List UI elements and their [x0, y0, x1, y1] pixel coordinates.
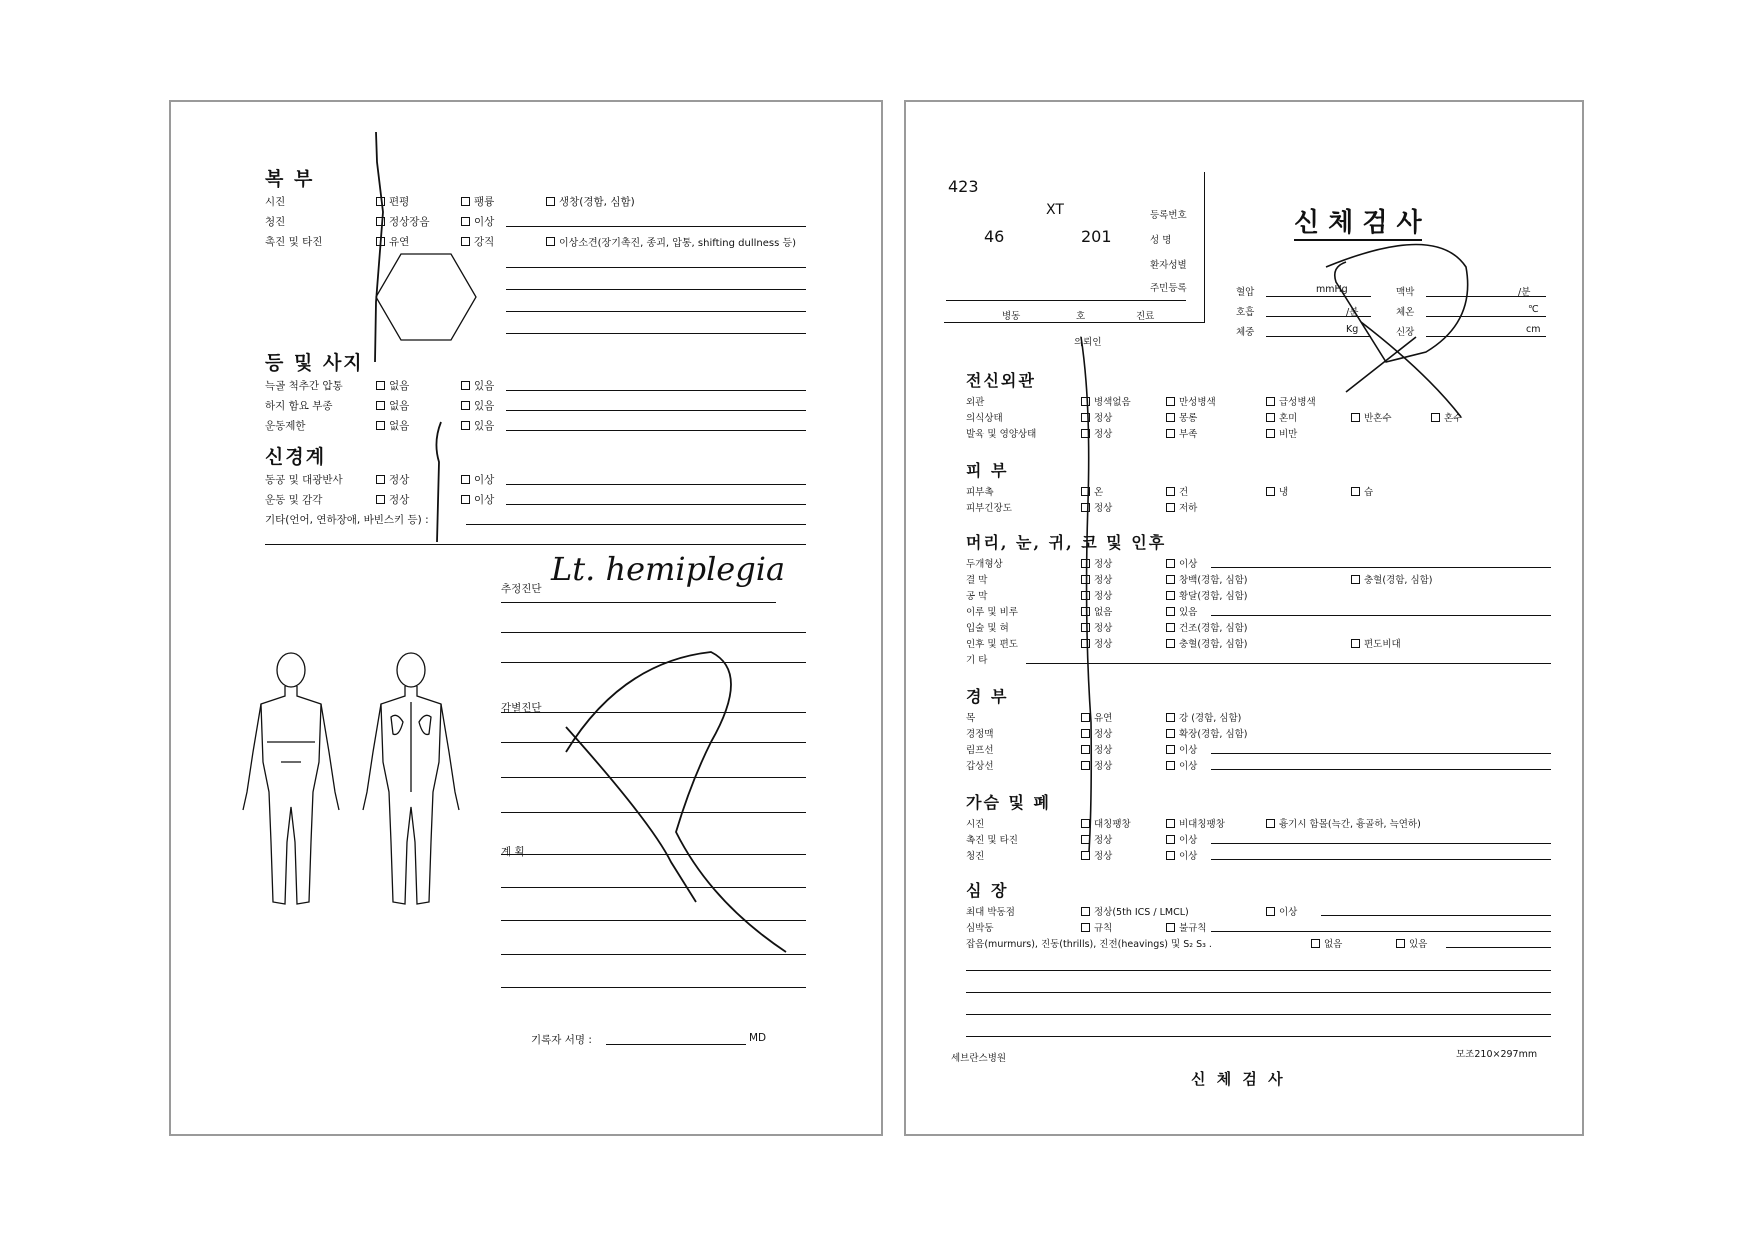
row-label: 외관	[966, 397, 985, 408]
row-label: 인후 및 편도	[966, 639, 1018, 650]
row-label: 의식상태	[966, 413, 1003, 424]
checkbox-icon	[376, 421, 385, 430]
checkbox-icon	[1081, 923, 1090, 932]
checkbox-icon	[1166, 413, 1175, 422]
option[interactable]: 충혈(경함, 심함)	[1166, 636, 1248, 650]
row-label: 동공 및 대광반사	[265, 474, 343, 486]
stamp-label: 주민등록	[1150, 283, 1187, 294]
checkbox-icon	[1166, 575, 1175, 584]
vital-unit: /분	[1346, 307, 1359, 318]
option[interactable]: 정상	[1081, 742, 1112, 756]
row-label: 이루 및 비루	[966, 607, 1018, 618]
option[interactable]: 정상	[1081, 500, 1112, 514]
option[interactable]: 정상	[1081, 426, 1112, 440]
option[interactable]: 혼수	[1431, 410, 1462, 424]
abdomen-title: 복 부	[265, 168, 315, 190]
option[interactable]: 강직	[461, 234, 494, 249]
chest-title: 가슴 및 폐	[966, 793, 1051, 812]
paper-size: 모조210×297mm	[1456, 1049, 1538, 1060]
checkbox-icon	[461, 217, 470, 226]
checkbox-icon	[1166, 639, 1175, 648]
row-label: 발육 및 영양상태	[966, 429, 1037, 440]
stamp-label: 성 명	[1150, 235, 1172, 246]
row-label: 피부촉	[966, 487, 994, 498]
option[interactable]: 강 (경함, 심함)	[1166, 710, 1241, 724]
option[interactable]: 정상	[1081, 572, 1112, 586]
option[interactable]: 이상소견(장기촉진, 종괴, 압통, shifting dullness 등)	[546, 234, 796, 249]
option[interactable]: 있음	[1396, 936, 1427, 950]
option[interactable]: 편도비대	[1351, 636, 1401, 650]
option[interactable]: 정상	[376, 492, 409, 507]
option[interactable]: 정상	[1081, 410, 1112, 424]
vital-unit: Kg	[1346, 324, 1359, 335]
option[interactable]: 정상	[1081, 588, 1112, 602]
row-label: 청진	[966, 851, 985, 862]
checkbox-icon	[461, 475, 470, 484]
murmur-label: 잡음(murmurs), 진동(thrills), 진전(heavings) 및 S₂ S₃ .	[966, 939, 1212, 950]
option[interactable]: 유연	[1081, 710, 1112, 724]
checkbox-icon	[1166, 923, 1175, 932]
checkbox-icon	[1266, 413, 1275, 422]
row-label: 늑골 척추간 압통	[265, 380, 343, 392]
checkbox-icon	[1081, 907, 1090, 916]
checkbox-icon	[1166, 623, 1175, 632]
stamp-number: 423	[948, 177, 979, 196]
checkbox-icon	[1266, 397, 1275, 406]
checkbox-icon	[1351, 639, 1360, 648]
body-diagram	[241, 642, 471, 912]
row-label: 운동제한	[265, 420, 306, 432]
left-page	[169, 100, 883, 1136]
option[interactable]: 습	[1351, 484, 1373, 498]
option[interactable]: 정상장음	[376, 214, 430, 229]
option[interactable]: 정상	[1081, 848, 1112, 862]
neuro-other-label: 기타(언어, 연하장애, 바빈스키 등) :	[265, 514, 429, 526]
row-label: 입술 및 혀	[966, 623, 1009, 634]
option[interactable]: 없음	[376, 378, 409, 393]
checkbox-icon	[1081, 429, 1090, 438]
checkbox-icon	[1081, 487, 1090, 496]
checkbox-icon	[1166, 819, 1175, 828]
checkbox-icon	[1081, 819, 1090, 828]
checkbox-icon	[1166, 591, 1175, 600]
hospital-name: 세브란스병원	[951, 1053, 1007, 1064]
checkbox-icon	[376, 217, 385, 226]
checkbox-icon	[376, 475, 385, 484]
option[interactable]: 이상	[1266, 904, 1297, 918]
row-label: 갑상선	[966, 761, 994, 772]
signature-suffix: MD	[749, 1032, 767, 1044]
option[interactable]: 부족	[1166, 426, 1197, 440]
vital-unit: ℃	[1528, 304, 1539, 315]
checkbox-icon	[1166, 487, 1175, 496]
option[interactable]: 냉	[1266, 484, 1288, 498]
vital-unit: /분	[1518, 287, 1531, 298]
option[interactable]: 흉기시 함몰(늑간, 흉골하, 늑연하)	[1266, 816, 1421, 830]
vital-label: 혈압	[1236, 287, 1255, 298]
skin-title: 피 부	[966, 461, 1009, 480]
option[interactable]: 비대칭팽창	[1166, 816, 1225, 830]
presumptive-dx-label: 추정진단	[501, 583, 542, 595]
option[interactable]: 이상	[1166, 832, 1197, 846]
neuro-title: 신경계	[265, 446, 327, 468]
checkbox-icon	[1166, 559, 1175, 568]
checkbox-icon	[1166, 729, 1175, 738]
vital-label: 체중	[1236, 327, 1255, 338]
row-label: 기 타	[966, 655, 988, 666]
checkbox-icon	[1266, 819, 1275, 828]
option[interactable]: 급성병색	[1266, 394, 1316, 408]
checkbox-icon	[1166, 745, 1175, 754]
heart-title: 심 장	[966, 881, 1009, 900]
checkbox-icon	[1431, 413, 1440, 422]
row-label: 촉진 및 타진	[265, 236, 323, 248]
option[interactable]: 창백(경함, 심함)	[1166, 572, 1248, 586]
checkbox-icon	[461, 381, 470, 390]
option[interactable]: 몽롱	[1166, 410, 1197, 424]
option[interactable]: 규칙	[1081, 920, 1112, 934]
checkbox-icon	[1166, 503, 1175, 512]
option[interactable]: 정상	[1081, 726, 1112, 740]
option[interactable]: 황달(경함, 심함)	[1166, 588, 1248, 602]
option[interactable]: 불규칙	[1166, 920, 1207, 934]
checkbox-icon	[1166, 429, 1175, 438]
option[interactable]: 이상	[1166, 758, 1197, 772]
row-label: 경정맥	[966, 729, 994, 740]
option[interactable]: 있음	[1166, 604, 1197, 618]
checkbox-icon	[461, 495, 470, 504]
checkbox-icon	[1081, 761, 1090, 770]
heent-title: 머리, 눈, 귀, 코 및 인후	[966, 533, 1167, 552]
row-label: 하지 함요 부종	[265, 400, 333, 412]
row-label: 촉진 및 타진	[966, 835, 1018, 846]
option[interactable]: 정상	[376, 472, 409, 487]
option[interactable]: 만성병색	[1166, 394, 1216, 408]
checkbox-icon	[376, 381, 385, 390]
option[interactable]: 이상	[1166, 848, 1197, 862]
stamp-label: 의뢰인	[1074, 337, 1102, 348]
option[interactable]: 정상	[1081, 636, 1112, 650]
option[interactable]: 대칭팽창	[1081, 816, 1131, 830]
checkbox-icon	[1311, 939, 1320, 948]
checkbox-icon	[1081, 729, 1090, 738]
checkbox-icon	[1266, 429, 1275, 438]
option[interactable]: 건	[1166, 484, 1188, 498]
checkbox-icon	[1081, 413, 1090, 422]
checkbox-icon	[1081, 591, 1090, 600]
option[interactable]: 이상	[461, 492, 494, 507]
checkbox-icon	[1081, 623, 1090, 632]
option[interactable]: 확장(경함, 심함)	[1166, 726, 1248, 740]
checkbox-icon	[376, 197, 385, 206]
checkbox-icon	[1166, 851, 1175, 860]
row-label: 시진	[966, 819, 985, 830]
option[interactable]: 생창(경함, 심함)	[546, 194, 635, 209]
option[interactable]: 편평	[376, 194, 409, 209]
option[interactable]: 비만	[1266, 426, 1297, 440]
vital-label: 신장	[1396, 327, 1415, 338]
checkbox-icon	[1166, 397, 1175, 406]
handwritten-diagnosis: Lt. hemiplegia	[551, 550, 786, 588]
checkbox-icon	[1166, 713, 1175, 722]
checkbox-icon	[1266, 487, 1275, 496]
checkbox-icon	[376, 495, 385, 504]
row-label: 청진	[265, 216, 286, 228]
option[interactable]: 혼미	[1266, 410, 1297, 424]
checkbox-icon	[1166, 607, 1175, 616]
checkbox-icon	[1081, 835, 1090, 844]
option[interactable]: 이상	[1166, 556, 1197, 570]
option[interactable]: 반혼수	[1351, 410, 1392, 424]
row-label: 최대 박동점	[966, 907, 1015, 918]
option[interactable]: 건조(경함, 심함)	[1166, 620, 1248, 634]
checkbox-icon	[1396, 939, 1405, 948]
checkbox-icon	[461, 421, 470, 430]
option[interactable]: 온	[1081, 484, 1103, 498]
option[interactable]: 병색없음	[1081, 394, 1131, 408]
row-label: 목	[966, 713, 976, 724]
stamp-label: 환자성별	[1150, 260, 1187, 271]
stamp-room: 201	[1081, 227, 1112, 246]
option[interactable]: 정상	[1081, 758, 1112, 772]
plan-label: 계 획	[501, 846, 525, 858]
option[interactable]: 유연	[376, 234, 409, 249]
neck-title: 경 부	[966, 687, 1009, 706]
form-title: 신 체 검 사	[1294, 202, 1422, 241]
stamp-label: 호	[1076, 311, 1086, 322]
checkbox-icon	[461, 401, 470, 410]
stamp-code: XT	[1046, 202, 1064, 218]
right-page	[904, 100, 1584, 1136]
vital-unit: mmHg	[1316, 284, 1348, 295]
option[interactable]: 없음	[376, 418, 409, 433]
row-label: 결 막	[966, 575, 988, 586]
option[interactable]: 정상	[1081, 556, 1112, 570]
checkbox-icon	[1266, 907, 1275, 916]
handwritten-strokes	[171, 102, 885, 1138]
vital-unit: cm	[1526, 324, 1541, 335]
stamp-label: 등록번호	[1150, 210, 1187, 221]
vital-label: 맥박	[1396, 287, 1415, 298]
row-label: 림프선	[966, 745, 994, 756]
option[interactable]: 정상	[1081, 620, 1112, 634]
option[interactable]: 이상	[1166, 742, 1197, 756]
checkbox-icon	[1081, 713, 1090, 722]
option[interactable]: 저하	[1166, 500, 1197, 514]
checkbox-icon	[376, 237, 385, 246]
general-title: 전신외관	[966, 371, 1036, 390]
option[interactable]: 정상	[1081, 832, 1112, 846]
row-label: 두개형상	[966, 559, 1003, 570]
option[interactable]: 이상	[461, 214, 494, 229]
option[interactable]: 팽륭	[461, 194, 494, 209]
option[interactable]: 정상(5th ICS / LMCL)	[1081, 904, 1189, 918]
checkbox-icon	[461, 237, 470, 246]
checkbox-icon	[1081, 397, 1090, 406]
row-label: 피부긴장도	[966, 503, 1012, 514]
option[interactable]: 있음	[461, 418, 494, 433]
footer-title: 신 체 검 사	[1191, 1070, 1286, 1088]
option[interactable]: 없음	[1311, 936, 1342, 950]
checkbox-icon	[1081, 745, 1090, 754]
row-label: 운동 및 감각	[265, 494, 323, 506]
checkbox-icon	[546, 237, 555, 246]
option[interactable]: 있음	[461, 378, 494, 393]
checkbox-icon	[1166, 835, 1175, 844]
option[interactable]: 없음	[376, 398, 409, 413]
checkbox-icon	[1081, 851, 1090, 860]
differential-dx-label: 감별진단	[501, 702, 542, 714]
checkbox-icon	[1081, 607, 1090, 616]
checkbox-icon	[1081, 575, 1090, 584]
back-limbs-title: 등 및 사지	[265, 352, 364, 374]
row-label: 공 막	[966, 591, 988, 602]
checkbox-icon	[1081, 639, 1090, 648]
option[interactable]: 있음	[461, 398, 494, 413]
checkbox-icon	[1351, 575, 1360, 584]
row-label: 시진	[265, 196, 286, 208]
signature-label: 기록자 서명 :	[531, 1034, 592, 1046]
stamp-age: 46	[984, 227, 1005, 246]
option[interactable]: 없음	[1081, 604, 1112, 618]
checkbox-icon	[376, 401, 385, 410]
checkbox-icon	[546, 197, 555, 206]
checkbox-icon	[461, 197, 470, 206]
stamp-label: 진료	[1136, 311, 1155, 322]
checkbox-icon	[1081, 559, 1090, 568]
checkbox-icon	[1351, 413, 1360, 422]
checkbox-icon	[1166, 761, 1175, 770]
option[interactable]: 충혈(경함, 심함)	[1351, 572, 1433, 586]
abdomen-hexagon-diagram	[371, 252, 481, 342]
row-label: 심박동	[966, 923, 994, 934]
vital-label: 체온	[1396, 307, 1415, 318]
checkbox-icon	[1081, 503, 1090, 512]
vital-label: 호흡	[1236, 307, 1255, 318]
checkbox-icon	[1351, 487, 1360, 496]
option[interactable]: 이상	[461, 472, 494, 487]
stamp-label: 병동	[1002, 311, 1021, 322]
